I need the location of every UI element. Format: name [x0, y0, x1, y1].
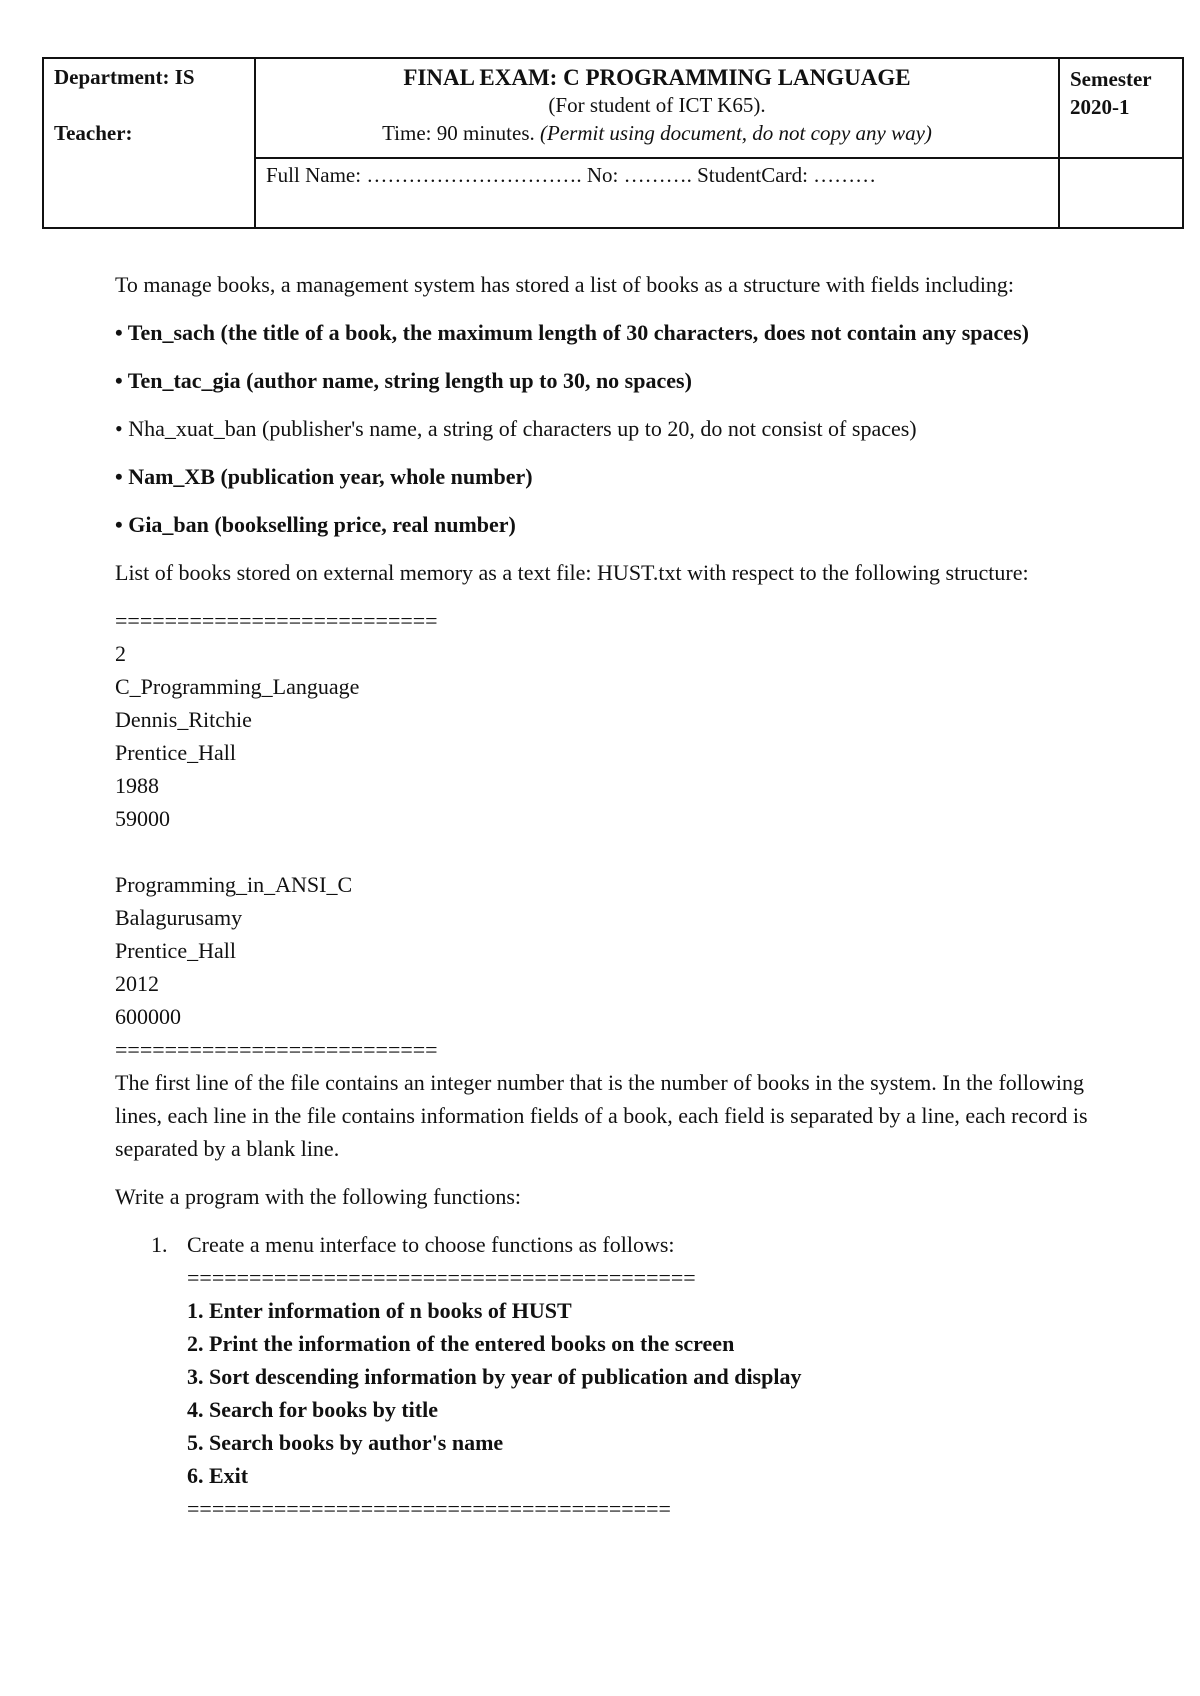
book1-title: C_Programming_Language: [115, 674, 360, 699]
exam-time: [256, 119, 1058, 147]
task-1-number: 1.: [151, 1232, 168, 1257]
teacher-label: Teacher:: [54, 121, 133, 145]
exam-header-table: [42, 57, 1184, 229]
menu-item: 1. Enter information of n books of HUST: [187, 1298, 572, 1323]
file-explanation: The first line of the file contains an integer number that is the number of books in the system. In the following lines, each line in the file contains information fields of a book, each field is separated by a line, each record is separated by a blank line.: [115, 1070, 1088, 1161]
write-program-instruction: Write a program with the following functions:: [115, 1184, 522, 1209]
book1-author: Dennis_Ritchie: [115, 707, 252, 732]
menu-item: 4. Search for books by title: [187, 1397, 438, 1422]
exam-time-duration: Time: 90 minutes.: [382, 121, 535, 145]
file-sample: [115, 604, 1105, 1066]
book1-year: 1988: [115, 773, 159, 798]
header-right-cell: [1058, 59, 1182, 227]
student-info-line: Full Name: …………………………. No: ………. StudentCard: ………: [266, 163, 877, 187]
menu-item: 3. Sort descending information by year of publication and display: [187, 1364, 802, 1389]
book1-price: 59000: [115, 806, 170, 831]
field-item: • Nha_xuat_ban (publisher's name, a string of characters up to 20, do not consist of spaces): [115, 416, 917, 441]
file-separator-bottom: ==========================: [115, 1037, 438, 1062]
file-description: List of books stored on external memory as a text file: HUST.txt with respect to the following structure:: [115, 560, 1029, 585]
exam-subtitle: (For student of ICT K65).: [548, 93, 766, 117]
header-row-divider: [256, 157, 1182, 159]
exam-time-note: (Permit using document, do not copy any way): [540, 121, 932, 145]
menu-item: 2. Print the information of the entered books on the screen: [187, 1331, 735, 1356]
book2-publisher: Prentice_Hall: [115, 938, 236, 963]
book2-price: 600000: [115, 1004, 181, 1029]
task-1-text: Create a menu interface to choose functions as follows:: [187, 1232, 675, 1257]
menu-item: 5. Search books by author's name: [187, 1430, 504, 1455]
field-item: • Ten_tac_gia (author name, string length up to 30, no spaces): [115, 368, 692, 393]
field-item: • Gia_ban (bookselling price, real number): [115, 512, 516, 537]
field-item: • Nam_XB (publication year, whole number): [115, 464, 533, 489]
semester-word: Semester: [1070, 67, 1152, 91]
menu-item: 6. Exit: [187, 1463, 249, 1488]
task-1: [115, 1228, 1105, 1261]
record-blank-line: [115, 835, 1105, 868]
file-separator-top: ==========================: [115, 608, 438, 633]
exam-title: FINAL EXAM: C PROGRAMMING LANGUAGE: [403, 65, 911, 90]
field-item: • Ten_sach (the title of a book, the maximum length of 30 characters, does not contain any spaces): [115, 320, 1029, 345]
semester-value: 2020-1: [1070, 95, 1130, 119]
header-center-cell: [256, 63, 1058, 147]
book1-publisher: Prentice_Hall: [115, 740, 236, 765]
menu-separator-bottom: =======================================: [187, 1496, 671, 1521]
menu-separator-top: =========================================: [187, 1265, 696, 1290]
book2-year: 2012: [115, 971, 159, 996]
intro-paragraph: To manage books, a management system has stored a list of books as a structure with fields including:: [115, 272, 1015, 297]
department-label: Department: IS: [54, 65, 195, 89]
exam-content: [115, 268, 1105, 1525]
book2-title: Programming_in_ANSI_C: [115, 872, 353, 897]
header-left-cell: [44, 59, 256, 227]
file-book-count: 2: [115, 641, 126, 666]
semester-label: [1070, 65, 1152, 121]
book2-author: Balagurusamy: [115, 905, 243, 930]
menu-spec: [115, 1261, 1105, 1525]
